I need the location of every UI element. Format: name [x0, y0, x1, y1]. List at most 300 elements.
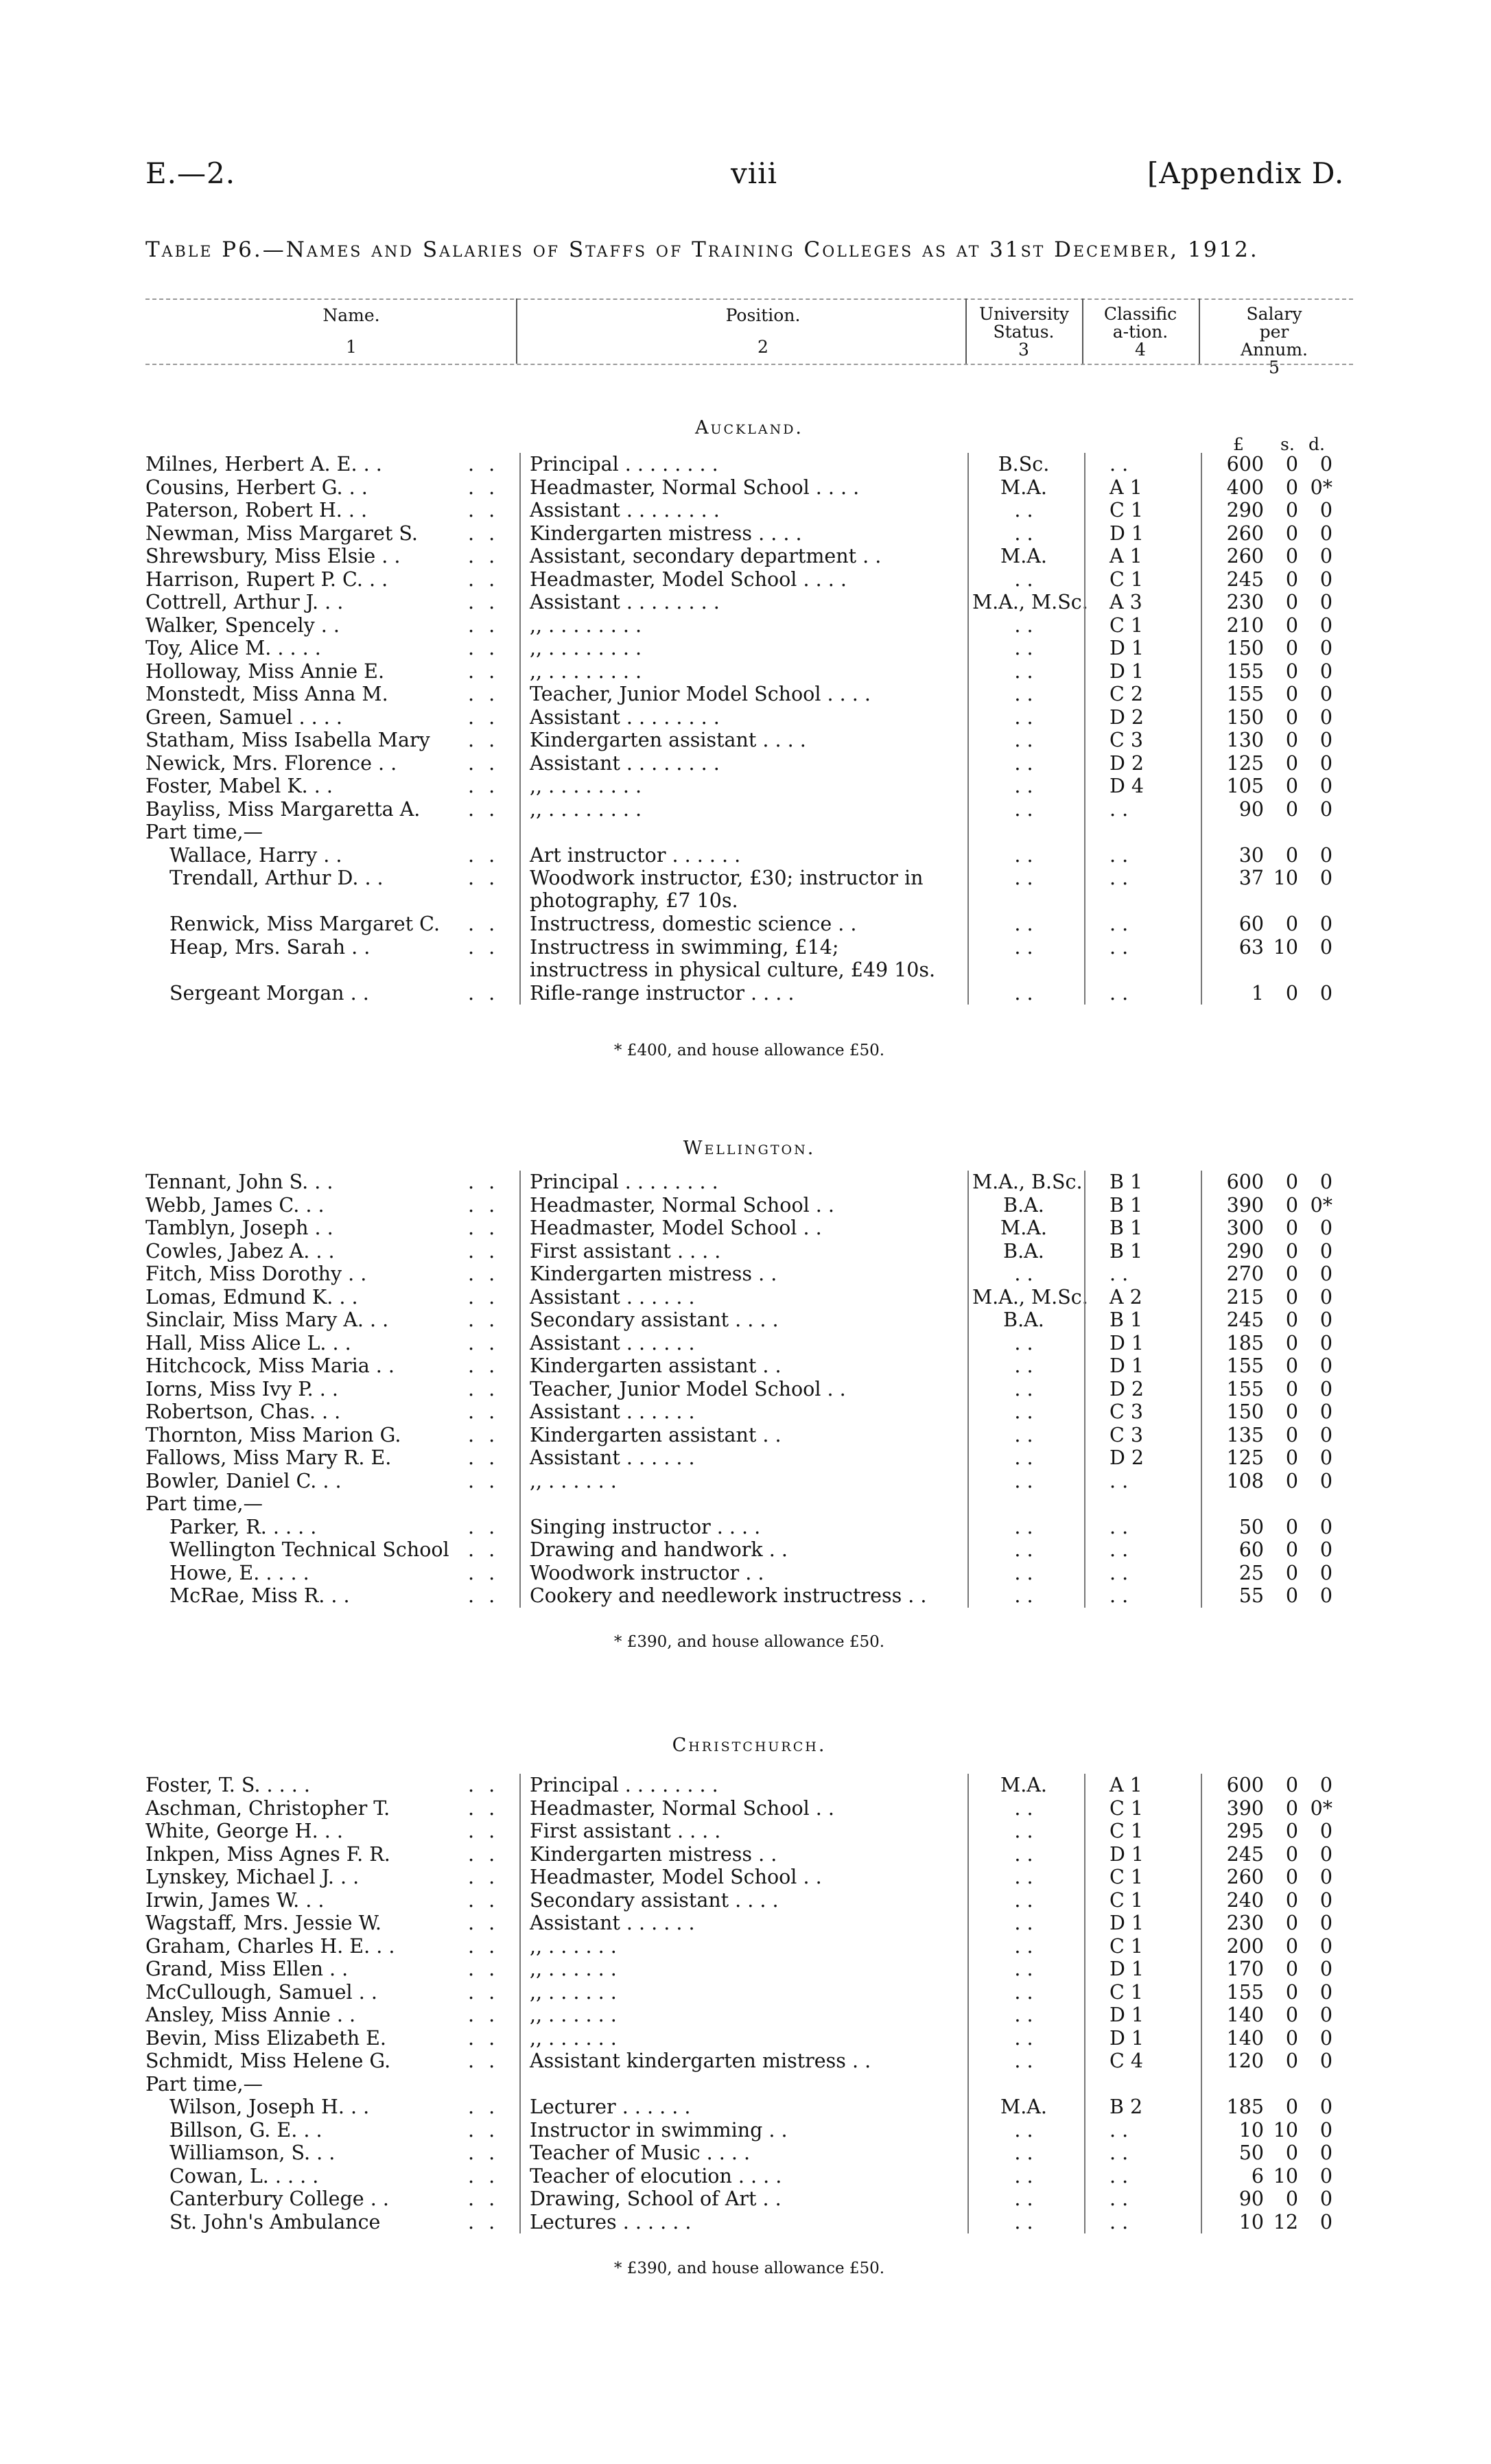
leader-dots: . .	[468, 476, 500, 499]
university-status: . .	[1014, 1377, 1033, 1400]
table-row	[145, 453, 1353, 476]
salary-pounds: 50	[1238, 1515, 1264, 1538]
university-status: . .	[1014, 1958, 1033, 1980]
table-row	[145, 522, 1353, 545]
salary-pence: 0	[1319, 1888, 1332, 1912]
leader-dots: . .	[468, 705, 500, 729]
classification: C 1	[1110, 1980, 1143, 2004]
classification: . .	[1110, 843, 1129, 867]
university-status: . .	[1014, 1331, 1033, 1354]
staff-position: ,, . . . . . . . .	[530, 613, 642, 637]
table-row	[145, 1240, 1353, 1263]
salary-shillings: 0	[1285, 637, 1298, 659]
leader-dots: . .	[468, 1561, 500, 1584]
section-title-auckland: Auckland.	[694, 417, 804, 438]
table-row	[145, 1446, 1353, 1470]
salary-shillings: 0	[1285, 1980, 1298, 2004]
column-rule	[1084, 1774, 1085, 2233]
salary-pence: 0	[1319, 1515, 1332, 1538]
salary-pounds: 390	[1226, 1193, 1264, 1217]
staff-name: Grand, Miss Ellen . .	[145, 1958, 349, 1980]
salary-shillings: 0	[1285, 1263, 1298, 1285]
salary-pounds: 140	[1226, 2004, 1264, 2026]
salary-pounds: 270	[1226, 1263, 1264, 1285]
staff-name: Tennant, John S. . .	[145, 1171, 333, 1193]
salary-pounds: 260	[1226, 1866, 1264, 1888]
table-row	[145, 1286, 1353, 1309]
salary-shillings: 0	[1285, 729, 1298, 751]
table-row	[145, 913, 1353, 936]
salary-shillings: 10	[1273, 2164, 1298, 2187]
leader-dots: . .	[468, 1217, 500, 1239]
staff-position: ,, . . . . . .	[530, 1980, 617, 2004]
staff-name: Robertson, Chas. . .	[145, 1400, 341, 1423]
staff-position: Assistant . . . . . .	[530, 1912, 695, 1934]
classification: D 1	[1110, 2026, 1144, 2050]
salary-pounds: 125	[1226, 751, 1264, 775]
staff-name: Ansley, Miss Annie . .	[145, 2004, 356, 2026]
classification: . .	[1110, 867, 1129, 889]
column-rule	[519, 1171, 521, 1608]
staff-position: Assistant . . . . . .	[530, 1446, 695, 1469]
university-status: . .	[1014, 613, 1033, 637]
classification: B 1	[1110, 1171, 1143, 1193]
leader-dots: . .	[468, 1958, 500, 1980]
staff-position: Assistant . . . . . . . .	[530, 751, 720, 775]
table-row	[145, 2096, 1353, 2119]
staff-name: Wallace, Harry . .	[169, 843, 342, 867]
leader-dots: . .	[468, 1446, 500, 1469]
university-status: M.A.	[1000, 1774, 1047, 1796]
salary-pounds: 155	[1226, 1354, 1264, 1377]
classification: . .	[1110, 2118, 1129, 2142]
university-status: . .	[1014, 1980, 1033, 2004]
staff-name: McRae, Miss R. . .	[169, 1584, 350, 1607]
staff-position: Headmaster, Normal School . . . .	[530, 476, 860, 499]
salary-shillings: 0	[1285, 1400, 1298, 1423]
table-row	[145, 2004, 1353, 2027]
staff-name: Fallows, Miss Mary R. E.	[145, 1446, 392, 1469]
salary-pence: 0	[1319, 1820, 1332, 1842]
leader-dots: . .	[468, 1193, 500, 1217]
salary-shillings: 0	[1285, 1171, 1298, 1193]
salary-pence: 0	[1319, 1171, 1332, 1193]
salary-shillings: 0	[1285, 2187, 1298, 2210]
table-row	[145, 1309, 1353, 1332]
classification: . .	[1110, 2142, 1129, 2164]
section-title-christchurch: Christchurch.	[672, 1735, 827, 1756]
leader-dots: . .	[468, 2118, 500, 2142]
salary-shillings: 0	[1285, 913, 1298, 935]
salary-pounds: 155	[1226, 1377, 1264, 1400]
staff-position: Lectures . . . . . .	[530, 2210, 692, 2233]
staff-position: Singing instructor . . . .	[530, 1515, 761, 1538]
table-row	[145, 1470, 1353, 1493]
salary-shillings: 0	[1285, 751, 1298, 775]
staff-name: Cowles, Jabez A. . .	[145, 1239, 335, 1263]
table-row	[145, 614, 1353, 637]
leader-dots: . .	[468, 499, 500, 521]
col-university-header: University Status. 3	[979, 304, 1070, 360]
leader-dots: . .	[468, 1331, 500, 1354]
column-rule	[519, 1774, 521, 2233]
staff-position: ,, . . . . . .	[530, 1469, 617, 1492]
salary-pounds: 105	[1226, 775, 1264, 797]
university-status: . .	[1014, 913, 1033, 935]
staff-name: Wagstaff, Mrs. Jessie W.	[145, 1912, 381, 1934]
classification: D 1	[1110, 1331, 1144, 1354]
leader-dots: . .	[468, 2004, 500, 2026]
staff-position: Kindergarten mistress . . . .	[530, 521, 802, 545]
staff-name: Bayliss, Miss Margaretta A.	[145, 797, 421, 821]
staff-name: McCullough, Samuel . .	[145, 1980, 377, 2004]
appendix-label: [Appendix D.	[1147, 156, 1345, 190]
col-position-header: Position. 2	[725, 305, 801, 357]
classification: D 2	[1110, 1446, 1144, 1469]
staff-name: Thornton, Miss Marion G.	[145, 1423, 401, 1446]
table-row	[145, 1889, 1353, 1912]
salary-shillings: 0	[1285, 705, 1298, 729]
salary-pounds: 10	[1238, 2210, 1264, 2233]
salary-pounds: 150	[1226, 637, 1264, 659]
leader-dots: . .	[468, 453, 500, 476]
salary-pounds: 245	[1226, 1309, 1264, 1331]
salary-shillings: 0	[1285, 591, 1298, 613]
salary-pence: 0	[1319, 1285, 1332, 1309]
staff-name: Newman, Miss Margaret S.	[145, 521, 418, 545]
classification: C 2	[1110, 683, 1143, 705]
table-row	[145, 1516, 1353, 1539]
pence-unit: d.	[1308, 434, 1325, 454]
salary-shillings: 0	[1285, 797, 1298, 821]
staff-position: Kindergarten mistress . .	[530, 1263, 777, 1285]
table-row	[145, 660, 1353, 683]
leader-dots: . .	[468, 1171, 500, 1193]
salary-pence: 0	[1319, 637, 1332, 659]
salary-pence: 0	[1319, 1842, 1332, 1866]
leader-dots: . .	[468, 1263, 500, 1285]
salary-shillings: 0	[1285, 1866, 1298, 1888]
classification: B 1	[1110, 1193, 1143, 1217]
salary-pence: 0	[1319, 775, 1332, 797]
column-rule	[1201, 1171, 1202, 1608]
staff-position: First assistant . . . .	[530, 1820, 721, 1842]
salary-pounds: 60	[1238, 913, 1264, 935]
section-rows-wellington	[145, 1171, 1353, 1608]
staff-name: Cousins, Herbert G. . .	[145, 476, 368, 499]
leader-dots: . .	[468, 1423, 500, 1446]
salary-shillings: 0	[1285, 1912, 1298, 1934]
university-status: . .	[1014, 1820, 1033, 1842]
table-row	[145, 2187, 1353, 2211]
staff-position: Assistant kindergarten mistress . .	[530, 2050, 871, 2072]
salary-pounds: 25	[1238, 1561, 1264, 1584]
university-status: . .	[1014, 1263, 1033, 1285]
table-row	[145, 1562, 1353, 1585]
leader-dots: . .	[468, 613, 500, 637]
classification: C 3	[1110, 1423, 1143, 1446]
university-status: . .	[1014, 1796, 1033, 1820]
university-status: . .	[1014, 1354, 1033, 1377]
leader-dots: . .	[468, 981, 500, 1005]
table-row	[145, 2027, 1353, 2050]
staff-position: Teacher of Music . . . .	[530, 2142, 751, 2164]
staff-position: Kindergarten assistant . .	[530, 1423, 782, 1446]
university-status: . .	[1014, 1469, 1033, 1492]
staff-name: Hall, Miss Alice L. . .	[145, 1331, 351, 1354]
staff-name: Renwick, Miss Margaret C.	[169, 913, 441, 935]
column-rule	[967, 453, 969, 1005]
salary-pence: 0	[1319, 1217, 1332, 1239]
salary-shillings: 0	[1285, 1538, 1298, 1561]
classification: . .	[1110, 935, 1129, 959]
university-status: . .	[1014, 1934, 1033, 1958]
salary-pence: 0	[1319, 1377, 1332, 1400]
salary-pounds: 90	[1238, 2187, 1264, 2210]
table-row	[145, 1584, 1353, 1608]
university-status: M.A.	[1000, 2096, 1047, 2118]
salary-pence: 0	[1319, 2210, 1332, 2233]
table-row	[145, 2165, 1353, 2188]
column-rule	[967, 1171, 969, 1608]
table-row	[145, 683, 1353, 706]
staff-name: Monstedt, Miss Anna M.	[145, 683, 388, 705]
table-row	[145, 2211, 1353, 2234]
staff-name: Fitch, Miss Dorothy . .	[145, 1263, 367, 1285]
classification: C 1	[1110, 1934, 1143, 1958]
staff-position: ,, . . . . . .	[530, 2026, 617, 2050]
table-row	[145, 1171, 1353, 1194]
salary-pence: 0*	[1310, 1193, 1332, 1217]
table-row	[145, 637, 1353, 660]
classification: . .	[1110, 1561, 1129, 1584]
staff-name: Paterson, Robert H. . .	[145, 499, 368, 521]
salary-shillings: 0	[1285, 2050, 1298, 2072]
salary-pence: 0	[1319, 2118, 1332, 2142]
salary-shillings: 0	[1285, 659, 1298, 683]
university-status: . .	[1014, 1515, 1033, 1538]
staff-position: Drawing and handwork . .	[530, 1538, 788, 1561]
leader-dots: . .	[468, 683, 500, 705]
salary-pence: 0	[1319, 2004, 1332, 2026]
table-row	[145, 1866, 1353, 1889]
footnote-auckland: * £400, and house allowance £50.	[613, 1042, 885, 1059]
salary-pence: 0*	[1310, 1796, 1332, 1820]
staff-name: Sergeant Morgan . .	[169, 981, 369, 1005]
salary-shillings: 0	[1285, 2026, 1298, 2050]
leader-dots: . .	[468, 2142, 500, 2164]
leader-dots: . .	[468, 775, 500, 797]
salary-shillings: 0	[1285, 453, 1298, 476]
leader-dots: . .	[468, 1377, 500, 1400]
table-row	[145, 476, 1353, 500]
staff-name: Part time,—	[145, 2072, 263, 2096]
staff-position: Instructress in swimming, £14; instructress in physical culture, £49 10s.	[530, 935, 936, 981]
salary-pounds: 55	[1238, 1584, 1264, 1607]
salary-pounds: 260	[1226, 545, 1264, 567]
salary-pence: 0	[1319, 1538, 1332, 1561]
column-header	[145, 298, 1353, 377]
classification: . .	[1110, 1538, 1129, 1561]
salary-pence: 0	[1319, 659, 1332, 683]
university-status: M.A.	[1000, 1217, 1047, 1239]
university-status: . .	[1014, 1912, 1033, 1934]
table-row	[145, 545, 1353, 568]
staff-name: White, George H. . .	[145, 1820, 343, 1842]
salary-pence: 0	[1319, 729, 1332, 751]
salary-pounds: 185	[1226, 1331, 1264, 1354]
salary-shillings: 12	[1273, 2210, 1298, 2233]
classification: B 1	[1110, 1217, 1143, 1239]
salary-pounds: 155	[1226, 659, 1264, 683]
staff-name: Foster, Mabel K. . .	[145, 775, 333, 797]
table-row	[145, 867, 1353, 913]
staff-position: Teacher, Junior Model School . . . .	[530, 683, 871, 705]
classification: C 1	[1110, 613, 1143, 637]
table-row	[145, 1332, 1353, 1355]
table-row	[145, 706, 1353, 729]
salary-shillings: 10	[1273, 867, 1298, 889]
salary-pounds: 390	[1226, 1796, 1264, 1820]
table-row	[145, 1843, 1353, 1866]
classification: C 3	[1110, 729, 1143, 751]
university-status: M.A., M.Sc.	[972, 1285, 1088, 1309]
table-row	[145, 499, 1353, 522]
salary-shillings: 0	[1285, 1423, 1298, 1446]
staff-name: Heap, Mrs. Sarah . .	[169, 935, 371, 959]
staff-name: Canterbury College . .	[169, 2187, 389, 2210]
staff-position: Assistant . . . . . . . .	[530, 591, 720, 613]
salary-pounds: 108	[1226, 1469, 1264, 1492]
salary-shillings: 10	[1273, 2118, 1298, 2142]
leader-dots: . .	[468, 637, 500, 659]
staff-position: Assistant . . . . . . . .	[530, 705, 720, 729]
university-status: M.A., B.Sc.	[972, 1171, 1083, 1193]
table-row	[145, 1981, 1353, 2004]
leader-dots: . .	[468, 1934, 500, 1958]
salary-pounds: 600	[1226, 453, 1264, 476]
salary-pence: 0	[1319, 1400, 1332, 1423]
column-rule	[1201, 453, 1202, 1005]
salary-pence: 0	[1319, 567, 1332, 591]
table-row	[145, 1194, 1353, 1217]
leader-dots: . .	[468, 2210, 500, 2233]
university-status: . .	[1014, 2050, 1033, 2072]
salary-pence: 0	[1319, 2050, 1332, 2072]
salary-pence: 0	[1319, 843, 1332, 867]
staff-name: Milnes, Herbert A. E. . .	[145, 453, 382, 476]
salary-pounds: 600	[1226, 1171, 1264, 1193]
university-status: . .	[1014, 567, 1033, 591]
university-status: . .	[1014, 2164, 1033, 2187]
salary-shillings: 0	[1285, 545, 1298, 567]
salary-pounds: 150	[1226, 705, 1264, 729]
salary-shillings: 0	[1285, 1446, 1298, 1469]
leader-dots: . .	[468, 659, 500, 683]
salary-pounds: 185	[1226, 2096, 1264, 2118]
classification: C 1	[1110, 1888, 1143, 1912]
classification: D 1	[1110, 1912, 1144, 1934]
classification: A 2	[1110, 1285, 1142, 1309]
leader-dots: . .	[468, 1842, 500, 1866]
salary-pounds: 230	[1226, 1912, 1264, 1934]
shillings-unit: s.	[1280, 434, 1295, 454]
salary-pounds: 210	[1226, 613, 1264, 637]
leader-dots: . .	[468, 2187, 500, 2210]
salary-pence: 0	[1319, 1866, 1332, 1888]
leader-dots: . .	[468, 843, 500, 867]
classification: . .	[1110, 1263, 1129, 1285]
table-row	[145, 775, 1353, 798]
salary-shillings: 0	[1285, 1934, 1298, 1958]
classification: C 4	[1110, 2050, 1143, 2072]
salary-pounds: 215	[1226, 1285, 1264, 1309]
salary-shillings: 0	[1285, 1820, 1298, 1842]
university-status: . .	[1014, 1584, 1033, 1607]
salary-pence: 0	[1319, 1446, 1332, 1469]
table-row	[145, 1958, 1353, 1981]
salary-pounds: 125	[1226, 1446, 1264, 1469]
staff-position: Principal . . . . . . . .	[530, 1171, 718, 1193]
salary-pounds: 245	[1226, 567, 1264, 591]
staff-name: Aschman, Christopher T.	[145, 1796, 390, 1820]
university-status: . .	[1014, 1561, 1033, 1584]
classification: . .	[1110, 453, 1129, 476]
university-status: . .	[1014, 2187, 1033, 2210]
leader-dots: . .	[468, 913, 500, 935]
staff-position: Secondary assistant . . . .	[530, 1888, 779, 1912]
table-row	[145, 936, 1353, 982]
column-rule	[1084, 453, 1085, 1005]
leader-dots: . .	[468, 521, 500, 545]
salary-pounds: 155	[1226, 1980, 1264, 2004]
staff-name: Wilson, Joseph H. . .	[169, 2096, 370, 2118]
university-status: M.A., M.Sc.	[972, 591, 1088, 613]
leader-dots: . .	[468, 1515, 500, 1538]
university-status: . .	[1014, 1446, 1033, 1469]
salary-shillings: 0	[1285, 613, 1298, 637]
salary-pence: 0	[1319, 913, 1332, 935]
classification: B 1	[1110, 1309, 1143, 1331]
leader-dots: . .	[468, 751, 500, 775]
section-rows-christchurch	[145, 1774, 1353, 2233]
staff-position: ,, . . . . . . . .	[530, 797, 642, 821]
salary-pounds: 37	[1238, 867, 1264, 889]
table-row	[145, 1354, 1353, 1378]
table-row	[145, 1820, 1353, 1843]
salary-shillings: 0	[1285, 1469, 1298, 1492]
salary-pounds: 63	[1238, 935, 1264, 959]
column-rule	[519, 453, 521, 1005]
salary-pence: 0	[1319, 613, 1332, 637]
table-row	[145, 1797, 1353, 1820]
classification: C 1	[1110, 567, 1143, 591]
salary-shillings: 0	[1285, 1193, 1298, 1217]
university-status: . .	[1014, 1842, 1033, 1866]
university-status: . .	[1014, 2142, 1033, 2164]
staff-position: Kindergarten assistant . . . .	[530, 729, 806, 751]
leader-dots: . .	[468, 935, 500, 959]
classification: A 1	[1110, 545, 1142, 567]
staff-name: Parker, R. . . . .	[169, 1515, 317, 1538]
salary-pence: 0	[1319, 1354, 1332, 1377]
staff-position: Lecturer . . . . . .	[530, 2096, 691, 2118]
salary-pounds: 130	[1226, 729, 1264, 751]
staff-position: Woodwork instructor, £30; instructor in photography, £7 10s.	[530, 867, 924, 912]
salary-shillings: 0	[1285, 1796, 1298, 1820]
table-row	[145, 798, 1353, 821]
salary-shillings: 0	[1285, 1239, 1298, 1263]
